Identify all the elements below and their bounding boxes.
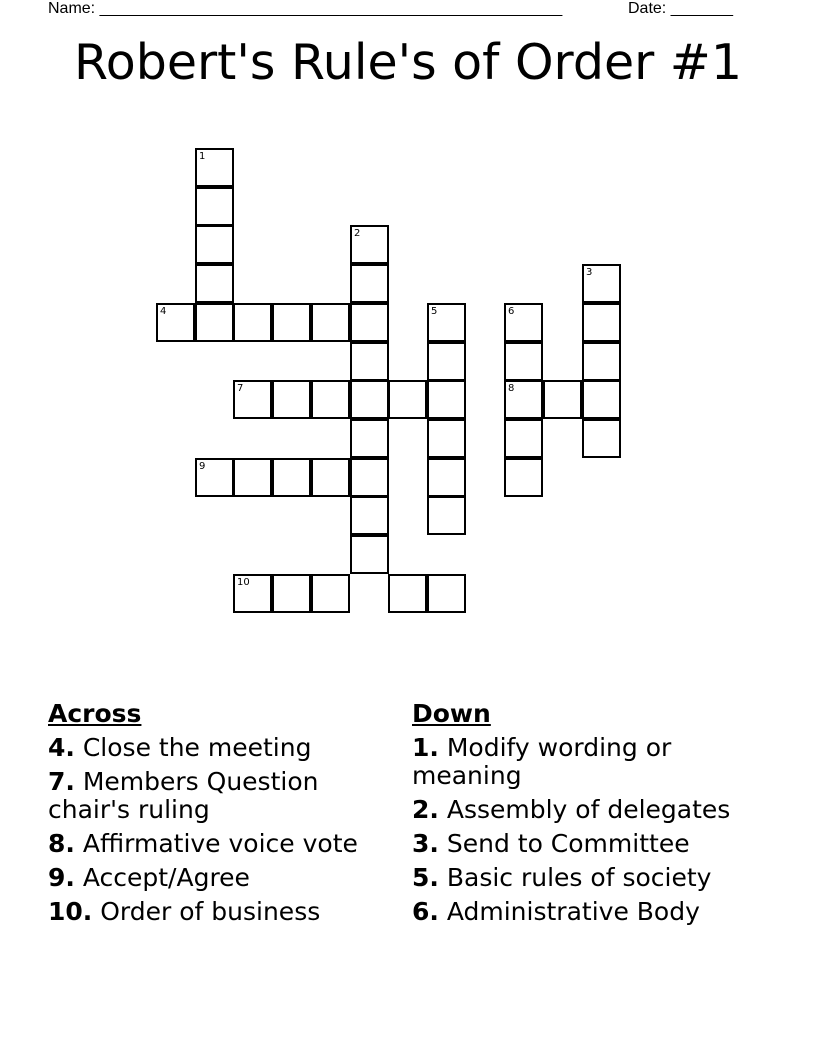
clue-text: Members Question chair's ruling [48, 767, 319, 824]
clue-number: 2. [412, 795, 439, 824]
crossword-cell[interactable] [350, 535, 389, 574]
cell-number: 10 [237, 577, 250, 588]
crossword-cell[interactable] [156, 303, 195, 342]
clue-text: Close the meeting [74, 733, 312, 762]
crossword-cell[interactable] [350, 225, 389, 264]
crossword-cell[interactable] [195, 264, 234, 303]
crossword-cell[interactable] [233, 458, 272, 497]
crossword-cell[interactable] [350, 342, 389, 381]
crossword-cell[interactable] [350, 380, 389, 419]
clue-number: 8. [48, 829, 75, 858]
crossword-cell[interactable] [272, 380, 311, 419]
crossword-cell[interactable] [195, 225, 234, 264]
clue-number: 3. [412, 829, 439, 858]
clue-number: 4. [48, 733, 75, 762]
across-heading: Across [48, 699, 142, 728]
down-clue-list [412, 734, 757, 926]
clue-text: Administrative Body [438, 897, 700, 926]
crossword-cell[interactable] [427, 303, 466, 342]
crossword-cell[interactable] [427, 458, 466, 497]
clue-number: 6. [412, 897, 439, 926]
down-clue [412, 734, 757, 790]
down-clue [412, 864, 757, 892]
across-clue [48, 864, 393, 892]
cell-number: 1 [199, 151, 206, 162]
across-clue-list [48, 734, 393, 926]
crossword-cell[interactable] [504, 458, 543, 497]
clue-text: Order of business [92, 897, 321, 926]
crossword-cell[interactable] [582, 419, 621, 458]
crossword-cell[interactable] [582, 342, 621, 381]
across-clues [48, 700, 393, 932]
cell-number: 2 [354, 228, 361, 239]
crossword-cell[interactable] [272, 303, 311, 342]
crossword-cell[interactable] [504, 419, 543, 458]
crossword-cell[interactable] [350, 419, 389, 458]
cell-number: 5 [431, 306, 438, 317]
clue-text: Assembly of delegates [438, 795, 731, 824]
down-clue [412, 898, 757, 926]
crossword-cell[interactable] [350, 264, 389, 303]
down-clues [412, 700, 757, 932]
crossword-cell[interactable] [504, 380, 543, 419]
crossword-cell[interactable] [388, 574, 427, 613]
cell-number: 4 [160, 306, 167, 317]
crossword-cell[interactable] [233, 574, 272, 613]
crossword-cell[interactable] [311, 574, 350, 613]
cell-number: 7 [237, 383, 244, 394]
page-title: Robert's Rule's of Order #1 [73, 34, 743, 91]
crossword-cell[interactable] [195, 187, 234, 226]
crossword-cell[interactable] [195, 303, 234, 342]
crossword-cell[interactable] [311, 303, 350, 342]
crossword-cell[interactable] [350, 303, 389, 342]
across-clue [48, 898, 393, 926]
cell-number: 8 [508, 383, 515, 394]
clue-number: 5. [412, 863, 439, 892]
clue-number: 7. [48, 767, 75, 796]
crossword-cell[interactable] [233, 303, 272, 342]
clue-text: Modify wording or meaning [412, 733, 672, 790]
crossword-cell[interactable] [582, 264, 621, 303]
crossword-cell[interactable] [543, 380, 582, 419]
crossword-cell[interactable] [388, 380, 427, 419]
crossword-cell[interactable] [272, 458, 311, 497]
down-clue [412, 830, 757, 858]
clue-text: Send to Committee [438, 829, 690, 858]
date-field-label: Date: _______ [628, 0, 733, 17]
clue-number: 1. [412, 733, 439, 762]
clue-number: 9. [48, 863, 75, 892]
crossword-cell[interactable] [427, 496, 466, 535]
across-clue [48, 830, 393, 858]
crossword-cell[interactable] [311, 458, 350, 497]
crossword-cell[interactable] [272, 574, 311, 613]
crossword-cell[interactable] [195, 148, 234, 187]
cell-number: 9 [199, 461, 206, 472]
crossword-cell[interactable] [504, 342, 543, 381]
clue-text: Basic rules of society [438, 863, 712, 892]
across-clue [48, 734, 393, 762]
clue-text: Accept/Agree [74, 863, 250, 892]
clue-number: 10. [48, 897, 93, 926]
name-field-label: Name: ____________________________________________________ [48, 0, 563, 17]
crossword-cell[interactable] [233, 380, 272, 419]
crossword-cell[interactable] [504, 303, 543, 342]
crossword-cell[interactable] [427, 419, 466, 458]
clue-text: Affirmative voice vote [74, 829, 358, 858]
crossword-cell[interactable] [195, 458, 234, 497]
cell-number: 3 [586, 267, 593, 278]
crossword-cell[interactable] [582, 303, 621, 342]
crossword-cell[interactable] [582, 380, 621, 419]
crossword-cell[interactable] [427, 574, 466, 613]
crossword-cell[interactable] [350, 496, 389, 535]
down-clue [412, 796, 757, 824]
crossword-cell[interactable] [350, 458, 389, 497]
across-clue [48, 768, 393, 824]
crossword-cell[interactable] [427, 380, 466, 419]
down-heading: Down [412, 699, 491, 728]
crossword-cell[interactable] [427, 342, 466, 381]
crossword-cell[interactable] [311, 380, 350, 419]
cell-number: 6 [508, 306, 515, 317]
